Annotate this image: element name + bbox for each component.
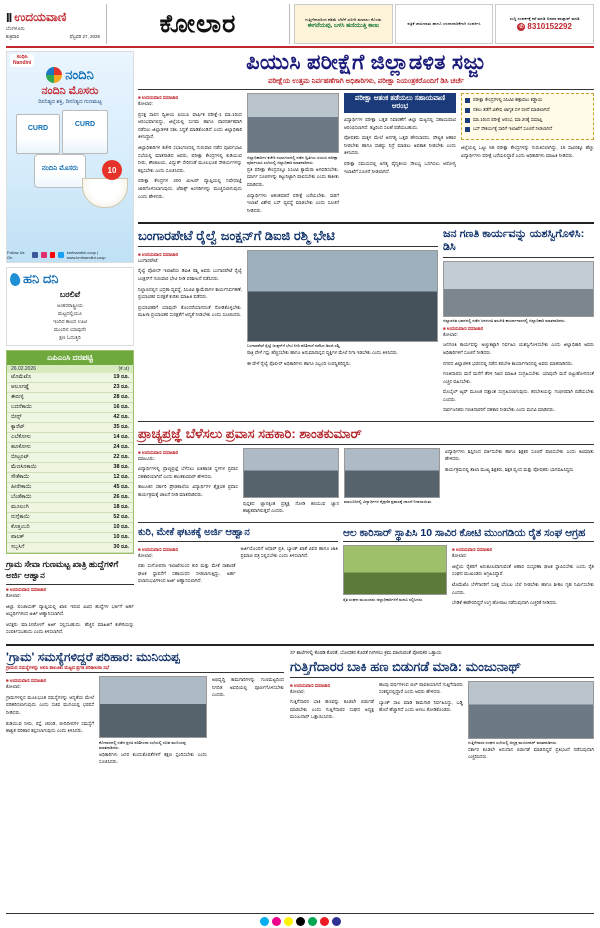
apmc-rate: 26 ರೂ. [81, 493, 133, 503]
blue-mark [332, 917, 341, 926]
black-mark [296, 917, 305, 926]
table-row [7, 413, 133, 423]
table-row [7, 543, 133, 553]
table-row [7, 533, 133, 543]
byline-mark: ■ [452, 547, 455, 553]
farmers-photo [343, 545, 447, 595]
story-dateline: ಕೋಲಾರ: [6, 592, 21, 598]
story-headline[interactable]: ಪ್ರಾಚ್ಯಪ್ರಜ್ಞೆ ಬೆಳೆಸಲು ಪ್ರವಾಸ ಸಹಕಾರಿ: ಶಾಂತಕುಮಾರ್ [138, 425, 362, 441]
curd-pack-c-label: ನಂದಿನಿ ಮೊಸರು [41, 165, 79, 173]
apmc-rate: 19 ರೂ. [81, 373, 133, 383]
apmc-rate: 14 ರೂ. [81, 433, 133, 443]
byline-mark: ■ [6, 678, 9, 684]
story-paragraph: ನಿಲ್ದಾಣದಲ್ಲಿನ ಭದ್ರತಾ ವ್ಯವಸ್ಥೆ, ಸಿಸಿಟಿವಿ ಕ್ಯಾಮೆರಾಗಳ ಕಾರ್ಯನಿರ್ವಹಣೆ, ಪ್ರಯಾಣಿಕರ ಸುರಕ್ಷತೆ ಕುರಿತು ಮಾಹಿತಿ ಪಡೆದರು. [138, 286, 242, 300]
apmc-item: ಎಲೆಕೋಸು [7, 433, 81, 443]
apmc-item: ಹೂಕೋಸು [7, 443, 81, 453]
masthead-ads [294, 4, 594, 44]
story-dateline: ಬಂಗಾರಪೇಟೆ: [138, 257, 159, 263]
tourism-col-c [344, 448, 440, 518]
photo-caption: ಜಿಲ್ಲಾಧಿಕಾರಿಗಳ ಕಚೇರಿ ಸಭಾಂಗಣದಲ್ಲಿ ನಡೆದ ದ್ವಿತೀಯ ಪಿಯುಸಿ ಪರೀಕ್ಷಾ ಪೂರ್ವಭಾವಿ ಸಭೆಯಲ್ಲಿ ಜಿಲ್ಲಾಧಿಕಾರಿ ಮಾತನಾಡಿದರು. [247, 154, 338, 166]
story-dateline: ಕೋಲಾರ: [138, 101, 153, 107]
highlight-text: ಮಾ.1ರಿಂದ ಪರೀಕ್ಷೆ ಆರಂಭ, ಮಾ.20ಕ್ಕೆ ಸಮಾಪ್ತಿ [473, 116, 543, 122]
photo-caption: ಬಂಗಾರಪೇಟೆ ರೈಲ್ವೆ ಜಂಕ್ಷನ್‌ಗೆ ಭೇಟಿ ನೀಡಿ ಪರಿಶೀಲನೆ ನಡೆಸಿದ ಡಿಐಜಿ ರಶ್ಮಿ. [247, 343, 341, 349]
highlight-item [465, 117, 590, 124]
hanidani-line-4: ಕ್ಷಣ ಓದುತ್ತಿರಿ [59, 335, 81, 341]
nandini-logo [10, 67, 130, 83]
table-row [7, 373, 133, 383]
apmc-rate: 30 ರೂ. [81, 543, 133, 553]
masthead-ad-2[interactable] [395, 4, 494, 44]
curd-pack-c [34, 154, 86, 188]
story-paragraph: ವಿದ್ಯಾರ್ಥಿಗಳು ಶಿಸ್ತಿನಿಂದ ವರ್ತಿಸಬೇಕು ಹಾಗೂ ಶಿಕ್ಷಕರ ಸೂಚನೆ ಪಾಲಿಸಬೇಕು ಎಂದು ಕಿವಿಮಾತು ಹೇಳಿದರು. [445, 448, 594, 462]
divider [6, 644, 594, 646]
story-goat-scheme [138, 527, 338, 610]
hanidani-line-1: ಮಟ್ಟದಲ್ಲಿಯೂ [58, 311, 82, 317]
apmc-item: ಮೂಲಂಗಿ [7, 503, 81, 513]
publication-day: ಶುಕ್ರವಾರ [6, 33, 19, 39]
youtube-icon[interactable] [50, 252, 56, 258]
nandini-headline: ನಂದಿನಿ ಮೊಸರು [41, 85, 99, 97]
byline-mark: ■ [138, 449, 141, 455]
nandini-badge [10, 54, 34, 67]
story-paragraph: ಹಲವು ವರ್ಷಗಳಿಂದ ಬಿಲ್ ಪಾವತಿಯಾಗದೆ ಗುತ್ತಿಗೆದಾರರು ಸಂಕಷ್ಟದಲ್ಲಿದ್ದಾರೆ ಎಂದು ಅವರು ಹೇಳಿದರು. [379, 681, 463, 695]
divider [138, 222, 594, 224]
hanidani-block [6, 267, 134, 346]
hanidani-header [10, 271, 130, 287]
hanidani-line-0: ಅಂತರರಾಷ್ಟ್ರೀಯ [57, 303, 83, 309]
check-icon [465, 108, 470, 113]
nandini-footer [7, 250, 133, 260]
lead-story [138, 51, 594, 217]
byline-mark: ■ [138, 546, 141, 552]
divider [138, 89, 594, 90]
story-tourism [138, 426, 594, 518]
lead-subheadline: ಪರೀಕ್ಷೆಯ ಉತ್ತಮ ನಿರ್ವಹಣೆಗಾಗಿ ಅಧಿಕಾರಿಗಳು, ಪರೀಕ್ಷಾ ನಿಯಂತ್ರಕರೊಂದಿಗೆ ಡಿಸಿ ಚರ್ಚೆ [268, 78, 464, 86]
left-column [6, 51, 134, 639]
story-subheadline: ಗ್ರಾಮದ ಸಮಸ್ಯೆಗಳನ್ನು ಆಲಿಸಿ ತಾಲೂಕು ಮಟ್ಟದ ಪ್ರಗತಿ ಪರಿಶೀಲನಾ ಸಭೆ [6, 665, 110, 671]
apmc-item: ಬೆಂಡೆಕಾಯಿ [7, 493, 81, 503]
story-dateline: ಕೋಲಾರ: [452, 553, 467, 559]
divider [138, 522, 594, 523]
story-train-col-a [138, 250, 242, 370]
curd-pack-b [62, 110, 108, 154]
contact-phone-number: 8310152292 [527, 21, 572, 31]
story-headline[interactable]: ಕುರಿ, ಮೇಕೆ ಘಟಕಕ್ಕೆ ಅರ್ಜಿ ಆಹ್ವಾನ [138, 526, 250, 538]
byline-text: ಉದಯವಾಣಿ ಸಮಾಚಾರ [141, 449, 179, 455]
apmc-rate: 35 ರೂ. [81, 423, 133, 433]
table-row [7, 513, 133, 523]
apmc-item: ಸಬ್ಬಸಿಗೆ [7, 543, 81, 553]
story-train [138, 228, 438, 417]
apmc-rate: 10 ರೂ. [81, 533, 133, 543]
nandini-product-image [14, 110, 126, 206]
apmc-rate: 12 ರೂ. [81, 473, 133, 483]
divider [343, 541, 594, 542]
apmc-item: ಸೌತೆಕಾಯಿ [7, 473, 81, 483]
tourism-col-d [445, 448, 594, 518]
masthead-ad-1-top: ಗುತ್ತಿಗೆದಾರರಿಂದ ಕಡಿಮೆ ಬೆಲೆಗೆ ಖರೀದಿ ಮಾಡಲು ಕೊಂಡು [305, 16, 382, 22]
apmc-date: 26.02.2026 [11, 366, 37, 372]
census-training-photo [443, 261, 594, 317]
story-paragraph: ಸಾರ್ವಜನಿಕರು ಗಣತಿದಾರರಿಗೆ ಸಹಕಾರ ನೀಡಬೇಕು ಎಂದು ಮನವಿ ಮಾಡಿದರು. [443, 407, 555, 413]
highlight-item [465, 126, 590, 133]
divider [138, 421, 594, 422]
hanidani-brand: ಹನಿ ದನಿ [23, 271, 59, 286]
story-dateline: ಕೋಲಾರ: [290, 688, 305, 694]
table-row [7, 483, 133, 493]
story-contractors [290, 650, 594, 769]
sidebox-paragraph: ವಿದ್ಯಾರ್ಥಿಗಳ ಪರೀಕ್ಷಾ ಒತ್ತಡ ನಿವಾರಣೆಗೆ ಜಿಲ್ಲಾ ಮಟ್ಟದಲ್ಲಿ ಸಹಾಯವಾಣಿ ಆರಂಭಿಸಲಾಗಿದೆ. ತಜ್ಞರಿಂದ ಸಲಹೆ ಪಡೆಯಬಹುದು. [344, 117, 456, 130]
lead-col-c [344, 93, 456, 217]
byline-text: ಉದಯವಾಣಿ ಸಮಾಚಾರ [141, 251, 179, 257]
nandini-badge-line1: ಸಂಧಿಸಿ [16, 54, 28, 60]
curd-pack-a-label: CURD [27, 125, 49, 133]
story-farmers [343, 527, 594, 610]
byline-mark: ■ [6, 586, 9, 592]
photo-caption: ಗುತ್ತಿಗೆದಾರರ ಸಂಘದ ಸಭೆಯಲ್ಲಿ ಅಧ್ಯಕ್ಷ ಮಂಜುನಾಥ್ ಮಾತನಾಡಿದರು. [468, 740, 558, 746]
curd-pack-b-label: CURD [74, 121, 96, 129]
byline-mark: ■ [443, 325, 446, 331]
lead-headline[interactable]: ಪಿಯುಸಿ ಪರೀಕ್ಷೆಗೆ ಜಿಲ್ಲಾಡಳಿತ ಸಜ್ಜು [246, 51, 486, 74]
twitter-icon[interactable] [58, 252, 64, 258]
hanidani-lines [10, 302, 130, 342]
page-body [0, 48, 600, 769]
apmc-item: ಆಲೂಗಡ್ಡೆ [7, 383, 81, 393]
photo-caption: ಕೋಲಾರದಲ್ಲಿ ನಡೆದ ಪ್ರಗತಿ ಪರಿಶೀಲನಾ ಸಭೆಯಲ್ಲಿ ಸಚಿವ ಮುನಿಯಪ್ಪ ಮಾತನಾಡಿದರು. [99, 739, 186, 751]
apmc-item: ಈರುಳ್ಳಿ [7, 393, 81, 403]
table-row [7, 403, 133, 413]
tourism-photo-2 [344, 448, 440, 498]
apmc-rate: 42 ರೂ. [81, 413, 133, 423]
publication-logo[interactable] [6, 4, 102, 44]
table-row [7, 393, 133, 403]
story-paragraph: ಪುಸ್ತಕದ ಜ್ಞಾನಕ್ಕಿಂತ ಪ್ರತ್ಯಕ್ಷ ನೋಡಿ ಕಲಿಯುವ ಜ್ಞಾನ ಶಾಶ್ವತವಾಗಿರುತ್ತದೆ ಎಂದರು. [243, 500, 339, 514]
apmc-rate: 10 ರೂ. [81, 523, 133, 533]
table-row [7, 523, 133, 533]
apmc-rate: 24 ರೂ. [81, 443, 133, 453]
story-dateline: ಕೋಲಾರ: [138, 552, 153, 558]
fourth-band [138, 527, 594, 610]
hanidani-title: ಬರಲಿವೆ [59, 290, 81, 299]
apmc-item: ಬೀಟ್ರೂಟ್ [7, 453, 81, 463]
sidebox-paragraph: ಪೋಷಕರು ಮಕ್ಕಳ ಮೇಲೆ ಅನಗತ್ಯ ಒತ್ತಡ ಹೇರಬಾರದು. ಪೌಷ್ಟಿಕ ಆಹಾರ ನೀಡಬೇಕು ಹಾಗೂ ಸಾಕಷ್ಟು ನಿದ್ರೆ ಮಾಡಲು ಅವಕಾಶ ನೀಡಬೇಕು ಎಂದು ತಿಳಿಸಿದರು. [344, 135, 456, 156]
curd-bowl-image [82, 178, 128, 208]
story-dateline: ಕೋಲಾರ: [443, 331, 458, 337]
publication-date: ಫೆಬ್ರವರಿ 27, 2026 [69, 33, 100, 39]
lead-photo [247, 93, 339, 153]
story-dateline: ಕೋಲಾರ: [6, 684, 21, 690]
story-census [443, 228, 594, 417]
apmc-title: ಎಪಿಎಂಸಿ ದರಪಟ್ಟಿ [7, 351, 133, 365]
edition-title [106, 4, 290, 44]
highlight-text: ನಕಲು ತಡೆಗೆ ವಿಶೇಷ ಜಾಗೃತ ದಳ ರಚನೆ ಮಾಡಲಾಗಿದೆ [473, 106, 550, 112]
story-paragraph: ಜನಗಣತಿ ಕಾರ್ಯವನ್ನು ಅಚ್ಚುಕಟ್ಟಾಗಿ ನಿರ್ವಹಿಸಿ ಯಶಸ್ವಿಗೊಳಿಸಬೇಕು ಎಂದು ಜಿಲ್ಲಾಧಿಕಾರಿ ಅವರು ಅಧಿಕಾರಿಗಳಿಗೆ ಸೂಚನೆ ನೀಡಿದರು. [443, 342, 594, 355]
story-village-service [6, 559, 134, 636]
story-paragraph: ನಗರದ ಜಿಲ್ಲಾಡಳಿತ ಭವನದಲ್ಲಿ ನಡೆದ ತರಬೇತಿ ಕಾರ್ಯಾಗಾರದಲ್ಲಿ ಅವರು ಮಾತನಾಡಿದರು. [443, 360, 574, 366]
nandini-subline: ದಿನನಿತ್ಯದ ಶಕ್ತಿ, ದಿನನಿತ್ಯದ ಗುಣಮಟ್ಟ [38, 99, 102, 105]
story-headline[interactable]: ಗುತ್ತಿಗೆದಾರರ ಬಾಕಿ ಹಣ ಬಿಡುಗಡೆ ಮಾಡಿ: ಮಂಜುನಾಥ್ [290, 659, 522, 675]
story-paragraph: ತಾಲೂಕಿನ ಸರ್ಕಾರಿ ಪ್ರೌಢಶಾಲೆಯ ವಿದ್ಯಾರ್ಥಿಗಳ ಶೈಕ್ಷಣಿಕ ಪ್ರವಾಸ ಕಾರ್ಯಕ್ರಮಕ್ಕೆ ಚಾಲನೆ ನೀಡಿ ಮಾತನಾಡಿದರು. [138, 484, 238, 497]
apmc-rate: 22 ರೂ. [81, 453, 133, 463]
check-icon [465, 127, 470, 132]
masthead-contact-text: ಸುದ್ದಿ ಸಂಪರ್ಕಕ್ಕೆ ಕರೆ ಮಾಡಿ ಅಥವಾ ವಾಟ್ಸಾಪ್ ಮಾಡಿ [509, 16, 580, 22]
divider [443, 257, 594, 258]
instagram-icon[interactable] [41, 252, 47, 258]
table-row [7, 473, 133, 483]
story-headline[interactable]: ಆಲ ಕಾರಿಸಾರ್ ಸ್ಥಾಪಿಸಿ 10 ಸಾವಿರ ಕೋಟಿ ಮುಂಗಡಿಯ ರೈತ ಸಂಘ ಆಗ್ರಹ [343, 526, 586, 539]
phone-icon: ✆ [519, 23, 524, 30]
masthead-ad-1-mid: ಈಗನೆಯವು, ಬಳಸಿ ಹಣಿಯುತ್ತಿ ಕಾಣು [307, 22, 380, 29]
apmc-rate: 52 ರೂ. [81, 513, 133, 523]
table-row [7, 453, 133, 463]
table-row [7, 503, 133, 513]
story-paragraph: ಜಿಲ್ಲಾ ಪಂಚಾಯತ್ ವ್ಯಾಪ್ತಿಯಲ್ಲಿ ಖಾಲಿ ಇರುವ ವಿವಿಧ ಹುದ್ದೆಗಳ ಭರ್ತಿಗೆ ಅರ್ಹ ಅಭ್ಯರ್ಥಿಗಳಿಂದ ಅರ್ಜಿ ಆಹ್ವಾನಿಸಲಾಗಿದೆ. [6, 603, 134, 617]
nandini-badge-line2: Nandini [13, 59, 32, 66]
nandini-leaf-icon [46, 67, 62, 83]
apmc-item: ಬದನೆಕಾಯಿ [7, 403, 81, 413]
green-mark [308, 917, 317, 926]
table-row [7, 443, 133, 453]
apmc-item: ಹೀರೇಕಾಯಿ [7, 483, 81, 493]
story-paragraph: ವಿದ್ಯಾರ್ಥಿಗಳಲ್ಲಿ ಪ್ರಾಚ್ಯಪ್ರಜ್ಞೆ ಬೆಳೆಸಲು ಐತಿಹಾಸಿಕ ಸ್ಥಳಗಳ ಪ್ರವಾಸ ಸಹಕಾರಿಯಾಗಿದೆ ಎಂದು ಶಾಂತಕುಮಾರ್ ಹೇಳಿದರು. [138, 466, 238, 479]
story-minister [6, 650, 284, 769]
apmc-rate: 38 ರೂ. [81, 463, 133, 473]
water-drop-icon [9, 272, 21, 287]
publication-name: ಉದಯವಾಣಿ [14, 10, 67, 24]
story-headline[interactable]: ಗ್ರಾಮ ಸೇವಾ ಗುಣಮಟ್ಟ ಖಾತ್ರಿ ಹುದ್ದೆಗಳಿಗೆ ಅರ್ಜಿ ಆಹ್ವಾನ [6, 559, 134, 585]
table-row [7, 463, 133, 473]
sidebox-title: ಪರೀಕ್ಷಾ ಆತಂಕ ತಡೆಯಲು ಸಹಾಯವಾಣಿ ಆರಂಭ [344, 93, 456, 113]
hanidani-line-3: ಮುಂದಿನ ಯಾವುದೇ [53, 327, 87, 333]
story-paragraph: ಮೊಬೈಲ್ ಆ್ಯಪ್ ಮೂಲಕ ದತ್ತಾಂಶ ಸಂಗ್ರಹಿಸಲಾಗುವುದು. ತರಬೇತಿಯನ್ನು ಗಂಭೀರವಾಗಿ ಪಡೆಯಬೇಕು ಎಂದರು. [443, 389, 594, 402]
byline-text: ಉದಯವಾಣಿ ಸಮಾಚಾರ [293, 682, 331, 688]
footer-divider [6, 913, 594, 914]
tourism-photo-1 [243, 448, 339, 498]
byline-text: ಉದಯವಾಣಿ ಸಮಾಚಾರ [141, 546, 179, 552]
apmc-rate: 28 ರೂ. [81, 393, 133, 403]
story-paragraph: ಅಭಿವೃದ್ಧಿ ಕಾಮಗಾರಿಗಳನ್ನು ಗುಣಮಟ್ಟದಿಂದ ನಿಗದಿತ ಅವಧಿಯಲ್ಲಿ ಪೂರ್ಣಗೊಳಿಸಬೇಕು ಎಂದರು. [212, 677, 284, 698]
story-paragraph: ಜಿಲ್ಲಾಧಿಕಾರಿಗಳ ಕಚೇರಿ ಸಭಾಂಗಣದಲ್ಲಿ ಗುರುವಾರ ನಡೆದ ಪೂರ್ವಭಾವಿ ಸಭೆಯಲ್ಲಿ ಮಾತನಾಡಿದ ಅವರು, ಪರೀಕ್ಷಾ ಕೇಂದ್ರಗಳಲ್ಲಿ ಕುಡಿಯುವ ನೀರು, ಶೌಚಾಲಯ, ವಿದ್ಯುತ್ ಸೇರಿದಂತೆ ಮೂಲಭೂತ ಸೌಕರ್ಯಗಳನ್ನು ಕಲ್ಪಿಸಬೇಕು ಎಂದು ಸೂಚಿಸಿದರು. [138, 145, 242, 173]
apmc-table [7, 373, 133, 553]
facebook-icon[interactable] [32, 252, 38, 258]
story-paragraph: ಪ್ರಯಾಣಿಕರಿಗೆ ಯಾವುದೇ ತೊಂದರೆಯಾಗದಂತೆ ನೋಡಿಕೊಳ್ಳಬೇಕು. ಮಹಿಳಾ ಪ್ರಯಾಣಿಕರ ಸುರಕ್ಷತೆಗೆ ಆದ್ಯತೆ ನೀಡಬೇಕು ಎಂದು ಸೂಚಿಸಿದರು. [138, 304, 242, 318]
table-row [7, 433, 133, 443]
story-paragraph: ಪ್ರತಿ ಪರೀಕ್ಷಾ ಕೇಂದ್ರದಲ್ಲೂ ಸಿಸಿಟಿವಿ ಕ್ಯಾಮೆರಾ ಅಳವಡಿಸಬೇಕು. ಮಾರ್ಗ ಸೂಚಿಗಳನ್ನು ಕಟ್ಟುನಿಟ್ಟಾಗಿ ಪಾಲಿಸಬೇಕು ಎಂದು ತಾಕೀತು ಮಾಡಿದರು. [247, 166, 339, 187]
check-icon [465, 98, 470, 103]
story-paragraph: ರೈಲ್ವೆ ಪೊಲೀಸ್ ಇಲಾಖೆಯ ಡಿಐಜಿ ರಶ್ಮಿ ಅವರು ಬಂಗಾರಪೇಟೆ ರೈಲ್ವೆ ಜಂಕ್ಷನ್‌ಗೆ ಗುರುವಾರ ಭೇಟಿ ನೀಡಿ ಪರಿಶೀಲನೆ ನಡೆಸಿದರು. [138, 268, 242, 282]
byline-mark: ■ [290, 682, 293, 688]
story-headline[interactable]: 'ಗ್ರಾಮ' ಸಮಸ್ಯೆಗಳಿದ್ದರೆ ಪರಿಹಾರ: ಮುನಿಯಪ್ಪ [6, 649, 180, 664]
apmc-rate: 16 ರೂ. [81, 403, 133, 413]
apmc-rate: 45 ರೂ. [81, 483, 133, 493]
color-registration-marks [0, 917, 600, 926]
divider [6, 672, 284, 673]
lead-note: ಜಿಲ್ಲೆಯಲ್ಲಿ ಒಟ್ಟು 58 ಪರೀಕ್ಷಾ ಕೇಂದ್ರಗಳನ್ನು ಗುರುತಿಸಲಾಗಿದ್ದು, 18 ಸಾವಿರಕ್ಕೂ ಹೆಚ್ಚು ವಿದ್ಯಾರ್ಥಿಗಳು ಪರೀಕ್ಷೆ ಬರೆಯಲಿದ್ದಾರೆ ಎಂದು ಅಧಿಕಾರಿಗಳು ಮಾಹಿತಿ ನೀಡಿದರು. [461, 145, 594, 158]
apmc-rate: 18 ರೂ. [81, 503, 133, 513]
story-paragraph: ಗಣತಿದಾರರು ಮನೆ ಮನೆಗೆ ತೆರಳಿ ನಿಖರ ಮಾಹಿತಿ ಸಂಗ್ರಹಿಸಬೇಕು. ಯಾವುದೇ ಮನೆ ಬಿಟ್ಟುಹೋಗದಂತೆ ಎಚ್ಚರ ವಹಿಸಬೇಕು. [443, 371, 594, 384]
divider [138, 541, 338, 542]
sidebox-paragraph: ಪರೀಕ್ಷಾ ಸಮಯದಲ್ಲಿ ಅಗತ್ಯ ವೈದ್ಯಕೀಯ ಸೌಲಭ್ಯ ಒದಗಿಸಲು ಆರೋಗ್ಯ ಇಲಾಖೆಗೆ ಸೂಚನೆ ನೀಡಲಾಗಿದೆ. [344, 161, 456, 174]
contractors-meeting-photo [468, 681, 594, 739]
divider [138, 246, 438, 247]
nandini-brand: ನಂದಿನಿ [65, 67, 94, 82]
masthead-ad-1[interactable] [294, 4, 393, 44]
story-paragraph: ಗುತ್ತಿಗೆದಾರರ ಬಾಕಿ ಹಣವನ್ನು ಕೂಡಲೇ ಬಿಡುಗಡೆ ಮಾಡಬೇಕು ಎಂದು ಗುತ್ತಿಗೆದಾರರ ಸಂಘದ ಅಧ್ಯಕ್ಷ ಮಂಜುನಾಥ್ ಒತ್ತಾಯಿಸಿದರು. [290, 699, 374, 720]
lead-col-a [138, 93, 242, 217]
lead-col-b [247, 93, 339, 217]
table-row [7, 493, 133, 503]
story-paragraph: ಟೊಮೆಟೊ ಬೆಳೆಗಾರರಿಗೆ ಸೂಕ್ತ ಬೆಂಬಲ ಬೆಲೆ ನೀಡಬೇಕು ಹಾಗೂ ಶೀತಲ ಗೃಹ ನಿರ್ಮಿಸಬೇಕು ಎಂದರು. [452, 582, 594, 595]
story-paragraph: ರಾತ್ರಿ ವೇಳೆ ಗಸ್ತು ಹೆಚ್ಚಿಸಬೇಕು ಹಾಗೂ ಅನುಮಾನಾಸ್ಪದ ವ್ಯಕ್ತಿಗಳ ಮೇಲೆ ನಿಗಾ ಇಡಬೇಕು ಎಂದು ತಿಳಿಸಿದರು. [247, 349, 399, 355]
edition-title-text: ಕೋಲಾರ [159, 9, 237, 38]
highlight-text: ಬಸ್ ಸೌಕರ್ಯಕ್ಕೆ ಸಾರಿಗೆ ಇಲಾಖೆಗೆ ಸೂಚನೆ ನೀಡಲಾಗಿದೆ [473, 126, 553, 132]
tourism-col-b [243, 448, 339, 518]
apmc-rate: 23 ರೂ. [81, 383, 133, 393]
yellow-mark [284, 917, 293, 926]
story-paragraph: ಸರ್ಕಾರ ಕೂಡಲೇ ಅನುದಾನ ಬಿಡುಗಡೆ ಮಾಡದಿದ್ದರೆ ಪ್ರತಿಭಟನೆ ನಡೆಸುವುದಾಗಿ ಎಚ್ಚರಿಸಿದರು. [468, 746, 594, 760]
story-headline[interactable]: ಬಂಗಾರಪೇಟೆ ರೈಲ್ವೆ ಜಂಕ್ಷನ್‌ಗೆ ಡಿಐಜಿ ರಶ್ಮಿ ಭೇಟಿ [138, 228, 335, 244]
table-row [7, 383, 133, 393]
apmc-item: ಪಾಲಕ್ [7, 533, 81, 543]
story-paragraph: ಜಿಲ್ಲೆಯ ರೈತರಿಗೆ ಅನುಕೂಲವಾಗುವಂತೆ ಆಹಾರ ಸಂಸ್ಕರಣಾ ಘಟಕ ಸ್ಥಾಪಿಸಬೇಕು ಎಂದು ರೈತ ಸಂಘದ ಮುಖಂಡರು ಆಗ್ರಹಿಸಿದ್ದಾರೆ. [452, 563, 594, 577]
story-paragraph: ಆಸಕ್ತರು ಮಾ.10ರೊಳಗೆ ಅರ್ಜಿ ಸಲ್ಲಿಸಬಹುದು. ಹೆಚ್ಚಿನ ಮಾಹಿತಿಗೆ ಕಚೇರಿಯನ್ನು ಸಂಪರ್ಕಿಸಬಹುದು ಎಂದು ತಿಳಿಸಲಾಗಿದೆ. [6, 621, 134, 635]
table-row [7, 423, 133, 433]
photo-caption: ಜಿಲ್ಲಾಡಳಿತ ಭವನದಲ್ಲಿ ನಡೆದ ಜನಗಣತಿ ತರಬೇತಿ ಕಾರ್ಯಾಗಾರದಲ್ಲಿ ಜಿಲ್ಲಾಧಿಕಾರಿ ಮಾತನಾಡಿದರು. [443, 318, 566, 324]
divider [290, 677, 594, 678]
story-paragraph: ಈ ವೇಳೆ ರೈಲ್ವೆ ಪೊಲೀಸ್ ಅಧಿಕಾರಿಗಳು ಹಾಗೂ ಸಿಬ್ಬಂದಿ ಉಪಸ್ಥಿತರಿದ್ದರು. [247, 360, 352, 366]
magenta-mark [272, 917, 281, 926]
red-mark [320, 917, 329, 926]
story-paragraph: ಗ್ರಾಮಗಳಲ್ಲಿನ ಮೂಲಭೂತ ಸಮಸ್ಯೆಗಳನ್ನು ಆದ್ಯತೆಯ ಮೇಲೆ ಪರಿಹರಿಸಲಾಗುವುದು ಎಂದು ಸಚಿವ ಮುನಿಯಪ್ಪ ಭರವಸೆ ನೀಡಿದರು. [6, 694, 94, 715]
hanidani-line-2: ಇಂದಿನ ಕಾಲದ ಊಟಿ [53, 319, 87, 325]
price-badge: 10 [102, 160, 122, 180]
contact-phone[interactable] [499, 22, 590, 32]
apmc-item: ಬೀನ್ಸ್ [7, 413, 81, 423]
byline-text: ಉದಯವಾಣಿ ಸಮಾಚಾರ [9, 586, 47, 592]
story-paragraph: ಕುಡಿಯುವ ನೀರು, ರಸ್ತೆ, ಚರಂಡಿ, ಬೀದಿದೀಪಗಳ ಸಮಸ್ಯೆಗೆ ಶಾಶ್ವತ ಪರಿಹಾರ ಕಲ್ಪಿಸಲಾಗುವುದು ಎಂದು ತಿಳಿಸಿದರು. [6, 720, 94, 734]
curd-pack-a [16, 114, 60, 154]
byline-mark: ■ [138, 95, 141, 101]
publication-city: ಬೆಂಗಳೂರು [6, 25, 25, 32]
apmc-item: ಟೊಮೆಟೊ [7, 373, 81, 383]
apmc-item: ಕೊತ್ತಂಬರಿ [7, 523, 81, 533]
story-paragraph: ಬೇಡಿಕೆ ಈಡೇರದಿದ್ದರೆ ಉಗ್ರ ಹೋರಾಟ ನಡೆಸುವುದಾಗಿ ಎಚ್ಚರಿಕೆ ನೀಡಿದರು. [452, 600, 558, 606]
follow-label: Follow Us On [7, 250, 25, 260]
story-kicker: 37 ಶಾಲೆಗಳಲ್ಲಿ ಕೊಠಡಿ ಕೊರತೆ, ಬೋಧಕರ ಕೊರತೆ ನೀಗಿಸಲು ಕ್ರಮ ವಹಿಸುವಂತೆ ಪೋಷಕರ ಒತ್ತಾಯ [290, 650, 442, 656]
byline-text: ಉದಯವಾಣಿ ಸಮಾಚಾರ [446, 325, 484, 331]
apmc-item: ಕ್ಯಾರೆಟ್ [7, 423, 81, 433]
story-paragraph: ಪಶು ಸಂಗೋಪನಾ ಇಲಾಖೆಯಿಂದ ಕುರಿ ಮತ್ತು ಮೇಕೆ ಸಾಕಾಣಿಕೆ ಘಟಕ ಸ್ಥಾಪನೆಗೆ ಸಹಾಯಧನ ನೀಡಲಾಗುತ್ತಿದ್ದು, ಅರ್ಹ ಫಲಾನುಭವಿಗಳಿಂದ ಅರ್ಜಿ ಆಹ್ವಾನಿಸಲಾಗಿದೆ. [138, 563, 236, 584]
story-paragraph: ಅಧಿಕಾರಿಗಳು ಜನರ ಕುಂದುಕೊರತೆಗಳಿಗೆ ತಕ್ಷಣ ಸ್ಪಂದಿಸಬೇಕು ಎಂದು ಸೂಚಿಸಿದರು. [99, 751, 207, 765]
main-column [138, 51, 594, 639]
story-dateline: ಮಾಲೂರು: [138, 455, 156, 461]
apmc-unit: (ಕೆ.ಜಿ) [118, 366, 129, 372]
story-paragraph: ಅರ್ಜಿಯೊಂದಿಗೆ ಆಧಾರ್ ಪ್ರತಿ, ಬ್ಯಾಂಕ್ ಖಾತೆ ವಿವರ ಹಾಗೂ ಜಾತಿ ಪ್ರಮಾಣ ಪತ್ರ ಸಲ್ಲಿಸಬೇಕು ಎಂದು ತಿಳಿಸಲಾಗಿದೆ. [240, 545, 338, 559]
highlight-item [465, 97, 590, 104]
apmc-rate-table [6, 350, 134, 554]
bottom-band [6, 650, 594, 769]
highlight-text: ಪರೀಕ್ಷಾ ಕೇಂದ್ರಗಳಲ್ಲಿ ಸಿಸಿಟಿವಿ ಕಣ್ಗಾವಲು ಕಡ್ಡಾಯ [473, 97, 543, 103]
masthead-ad-contact[interactable] [495, 4, 594, 44]
apmc-item: ನುಗ್ಗೆಕಾಯಿ [7, 513, 81, 523]
minister-meeting-photo [99, 676, 207, 738]
story-paragraph: ವಿದ್ಯಾರ್ಥಿಗಳು ಆತಂಕಪಡದೆ ಪರೀಕ್ಷೆ ಬರೆಯಬೇಕು. ಸಾರಿಗೆ ಇಲಾಖೆ ವಿಶೇಷ ಬಸ್ ವ್ಯವಸ್ಥೆ ಮಾಡಬೇಕು ಎಂದು ಸೂಚನೆ ನೀಡಿದರು. [247, 192, 339, 213]
story-paragraph: ಕಾರ್ಯಕ್ರಮದಲ್ಲಿ ಶಾಲಾ ಮುಖ್ಯ ಶಿಕ್ಷಕರು, ಶಿಕ್ಷಕ ವೃಂದ ಮತ್ತು ಪೋಷಕರು ಭಾಗವಹಿಸಿದ್ದರು. [445, 466, 575, 472]
story-train-col-b [247, 250, 438, 370]
second-band [138, 228, 594, 417]
byline-mark: ■ [138, 251, 141, 257]
story-headline[interactable]: ಜನ ಗಣತಿ ಕಾರ್ಯವನ್ನು ಯಶಸ್ವಿಗೊಳಿಸಿ: ಡಿಸಿ [443, 228, 585, 254]
nandini-website[interactable]: kmfnandini.coop | www.kmfnandini.coop [66, 250, 106, 260]
photo-caption: ರೈತ ಸಂಘದ ಮುಖಂಡರು ಜಿಲ್ಲಾಧಿಕಾರಿಗಳಿಗೆ ಮನವಿ ಸಲ್ಲಿಸಿದರು. [343, 596, 424, 602]
photo-caption: ಮಾಲೂರಿನಲ್ಲಿ ವಿದ್ಯಾರ್ಥಿಗಳ ಶೈಕ್ಷಣಿಕ ಪ್ರವಾಸಕ್ಕೆ ಚಾಲನೆ ನೀಡಲಾಯಿತು. [344, 499, 433, 505]
apmc-item: ಮೆಣಸಿನಕಾಯಿ [7, 463, 81, 473]
story-paragraph: ಪ್ರಸಕ್ತ ಸಾಲಿನ ದ್ವಿತೀಯ ಪಿಯುಸಿ ವಾರ್ಷಿಕ ಪರೀಕ್ಷೆ-1 ಮಾ.1ರಿಂದ ಆರಂಭವಾಗಲಿದ್ದು, ಜಿಲ್ಲೆಯಲ್ಲಿ ಸುಗಮ ಹಾಗೂ ಪಾರದರ್ಶಕವಾಗಿ ನಡೆಸಲು ಜಿಲ್ಲಾಡಳಿತ ಸಕಲ ಸಿದ್ಧತೆ ಮಾಡಿಕೊಂಡಿದೆ ಎಂದು ಜಿಲ್ಲಾಧಿಕಾರಿ ತಿಳಿಸಿದ್ದಾರೆ. [138, 111, 242, 140]
story-paragraph: ಪರೀಕ್ಷಾ ಕೇಂದ್ರಗಳ 200 ಮೀಟರ್ ವ್ಯಾಪ್ತಿಯಲ್ಲಿ ನಿಷೇಧಾಜ್ಞೆ ಜಾರಿಗೊಳಿಸಲಾಗುವುದು. ಜೆರಾಕ್ಸ್ ಅಂಗಡಿಗಳನ್ನು ಮುಚ್ಚಿಸಲಾಗುವುದು ಎಂದು ಹೇಳಿದರು. [138, 178, 242, 199]
divider [138, 444, 594, 445]
nandini-advertisement[interactable] [6, 51, 134, 263]
masthead-mark: II [6, 9, 12, 25]
tourism-col-a [138, 448, 238, 518]
masthead [0, 0, 600, 46]
highlights-box [461, 93, 594, 140]
highlight-item [465, 107, 590, 114]
byline-text: ಉದಯವಾಣಿ ಸಮಾಚಾರ [9, 678, 47, 684]
masthead-ad-2-text: ಪತ್ರಿಕೆ ಜಾಹೀರಾತು ಹಾಗೂ ಚಂದಾದಾರಿಕೆಗಾಗಿ ಸಂಪರ್ಕಿಸಿ [407, 21, 481, 27]
byline-text: ಉದಯವಾಣಿ ಸಮಾಚಾರ [455, 547, 493, 553]
train-station-photo [247, 250, 438, 342]
byline-text: ಉದಯವಾಣಿ ಸಮಾಚಾರ [141, 95, 179, 101]
lead-col-d [461, 93, 594, 217]
story-paragraph: ಬ್ಯಾಂಕ್ ಸಾಲ ಮಾಡಿ ಕಾಮಗಾರಿ ನಿರ್ವಹಿಸಿದ್ದು, ಬಡ್ಡಿ ಹೊರೆ ಹೆಚ್ಚಾಗಿದೆ ಎಂದು ಅಳಲು ತೋಡಿಕೊಂಡರು. [379, 699, 463, 713]
cyan-mark [260, 917, 269, 926]
check-icon [465, 118, 470, 123]
